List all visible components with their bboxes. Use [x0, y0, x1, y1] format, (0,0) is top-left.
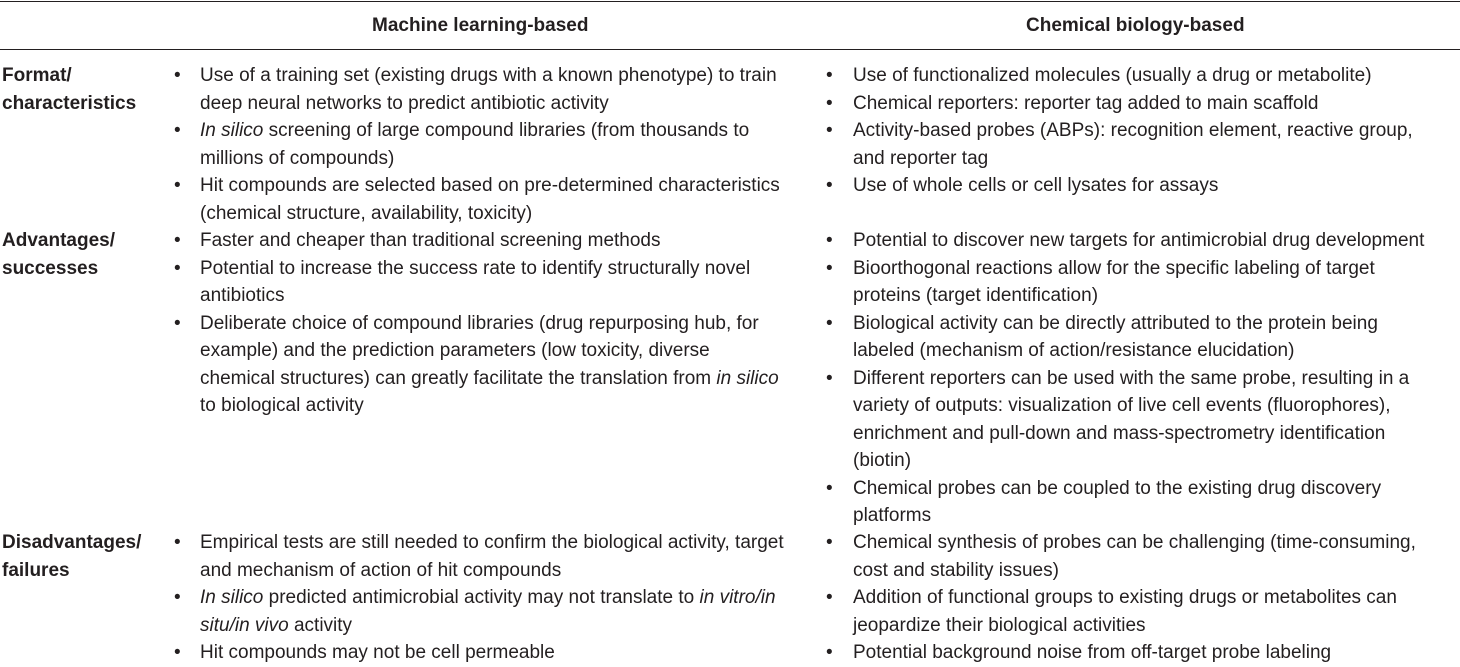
italic-term: in vitro/in situ/in vivo [200, 587, 776, 636]
bullet-text: Deliberate choice of compound libraries (drug repurposing hub, for example) and the prediction parameters (low toxicity, diverse chemical structures) can greatly facilitate the translation from [200, 312, 759, 389]
bullet-text: Empirical tests are still needed to confirm the biological activity, target and mechanism of action of hit compounds [200, 532, 784, 581]
bullet-text: Use of a training set (existing drugs with a known phenotype) to train deep neural networks to predict antibiotic activity [200, 65, 777, 114]
bullet-dot-icon: • [826, 230, 833, 251]
bullet-text: Use of functionalized molecules (usually a drug or metabolite) [853, 65, 1372, 86]
bullet-dot-icon: • [826, 587, 833, 608]
disadvantages-ml-list [174, 529, 784, 667]
bullet-item [174, 639, 784, 667]
column-header-chemical-biology: Chemical biology-based [1026, 15, 1245, 36]
bullet-dot-icon: • [174, 65, 181, 86]
bullet-text: Addition of functional groups to existing drugs or metabolites can jeopardize their biological activities [853, 587, 1397, 636]
row-header-disadvantages: Disadvantages/ failures [2, 532, 142, 581]
bullet-text: to biological activity [200, 395, 364, 416]
bullet-dot-icon: • [826, 477, 833, 499]
bullet-text: Hit compounds may not be cell permeable [200, 642, 555, 663]
bullet-dot-icon: • [826, 532, 833, 553]
bullet-text: Biological activity can be directly attributed to the protein being labeled (mechanism of action/resistance elucidation) [853, 312, 1378, 361]
advantages-cb-list [826, 227, 1424, 530]
bullet-text: Potential background noise from off-target probe labeling [853, 642, 1332, 663]
bullet-dot-icon: • [826, 120, 833, 141]
bullet-dot-icon: • [174, 587, 181, 608]
bullet-item [826, 310, 1424, 365]
italic-term: In silico [200, 120, 264, 141]
bullet-dot-icon: • [174, 175, 181, 196]
bullet-dot-icon: • [826, 367, 833, 389]
bullet-dot-icon: • [826, 312, 833, 334]
row-header-advantages: Advantages/ successes [2, 230, 115, 279]
bullet-item [174, 310, 779, 420]
bullet-item [826, 172, 1413, 200]
bullet-item [174, 172, 780, 227]
bullet-item [826, 90, 1413, 118]
bullet-item [174, 227, 779, 255]
column-header-machine-learning: Machine learning-based [372, 15, 589, 36]
bullet-text: Different reporters can be used with the same probe, resulting in a variety of outputs: visualization of live cell events (fluorophores), enrichment and pull-down and mass-spectrometry identification (biotin) [853, 367, 1410, 471]
bullet-text: Potential to increase the success rate to identify structurally novel antibiotics [200, 257, 751, 306]
disadvantages-cb-list [826, 529, 1416, 667]
bullet-dot-icon: • [174, 312, 181, 334]
bullet-item [174, 62, 780, 117]
format-cb-list [826, 62, 1413, 200]
bullet-text: Hit compounds are selected based on pre-determined characteristics (chemical structure, availability, toxicity) [200, 175, 780, 224]
bullet-dot-icon: • [826, 642, 833, 663]
bullet-item [826, 255, 1424, 310]
bullet-item [826, 117, 1413, 172]
bullet-text: predicted antimicrobial activity may not translate to [263, 587, 700, 608]
bullet-item [174, 255, 779, 310]
bullet-text: screening of large compound libraries (from thousands to millions of compounds) [200, 120, 750, 169]
header-bottom-rule [0, 49, 1460, 50]
bullet-dot-icon: • [174, 257, 181, 279]
table-top-rule [0, 1, 1460, 2]
row-header-format: Format/ characteristics [2, 65, 137, 114]
bullet-dot-icon: • [174, 120, 181, 141]
bullet-item [174, 584, 784, 639]
bullet-dot-icon: • [826, 92, 833, 114]
bullet-item [174, 117, 780, 172]
italic-term: In silico [200, 587, 264, 608]
bullet-text: Bioorthogonal reactions allow for the specific labeling of target proteins (target identification) [853, 257, 1375, 306]
bullet-text: Faster and cheaper than traditional screening methods [200, 230, 661, 251]
bullet-dot-icon: • [826, 175, 833, 196]
bullet-text: Chemical probes can be coupled to the existing drug discovery platforms [853, 477, 1382, 526]
bullet-item [826, 365, 1424, 475]
bullet-item [826, 584, 1416, 639]
bullet-text: activity [288, 614, 353, 636]
advantages-ml-list [174, 227, 779, 420]
bullet-item [826, 639, 1416, 667]
bullet-text: Chemical synthesis of probes can be challenging (time-consuming, cost and stability issues) [853, 532, 1416, 581]
bullet-text: Chemical reporters: reporter tag added to main scaffold [853, 92, 1319, 114]
bullet-dot-icon: • [174, 532, 181, 553]
italic-term: in silico [716, 367, 779, 389]
bullet-item [826, 62, 1413, 90]
bullet-item [826, 475, 1424, 530]
bullet-item [826, 529, 1416, 584]
bullet-item [174, 529, 784, 584]
bullet-text: Use of whole cells or cell lysates for assays [853, 175, 1219, 196]
bullet-text: Activity-based probes (ABPs): recognition element, reactive group, and reporter tag [853, 120, 1413, 169]
bullet-dot-icon: • [174, 642, 181, 663]
bullet-dot-icon: • [826, 257, 833, 279]
bullet-text: Potential to discover new targets for antimicrobial drug development [853, 230, 1425, 251]
format-ml-list [174, 62, 780, 227]
bullet-dot-icon: • [826, 65, 833, 86]
bullet-item [826, 227, 1424, 255]
bullet-dot-icon: • [174, 230, 181, 251]
